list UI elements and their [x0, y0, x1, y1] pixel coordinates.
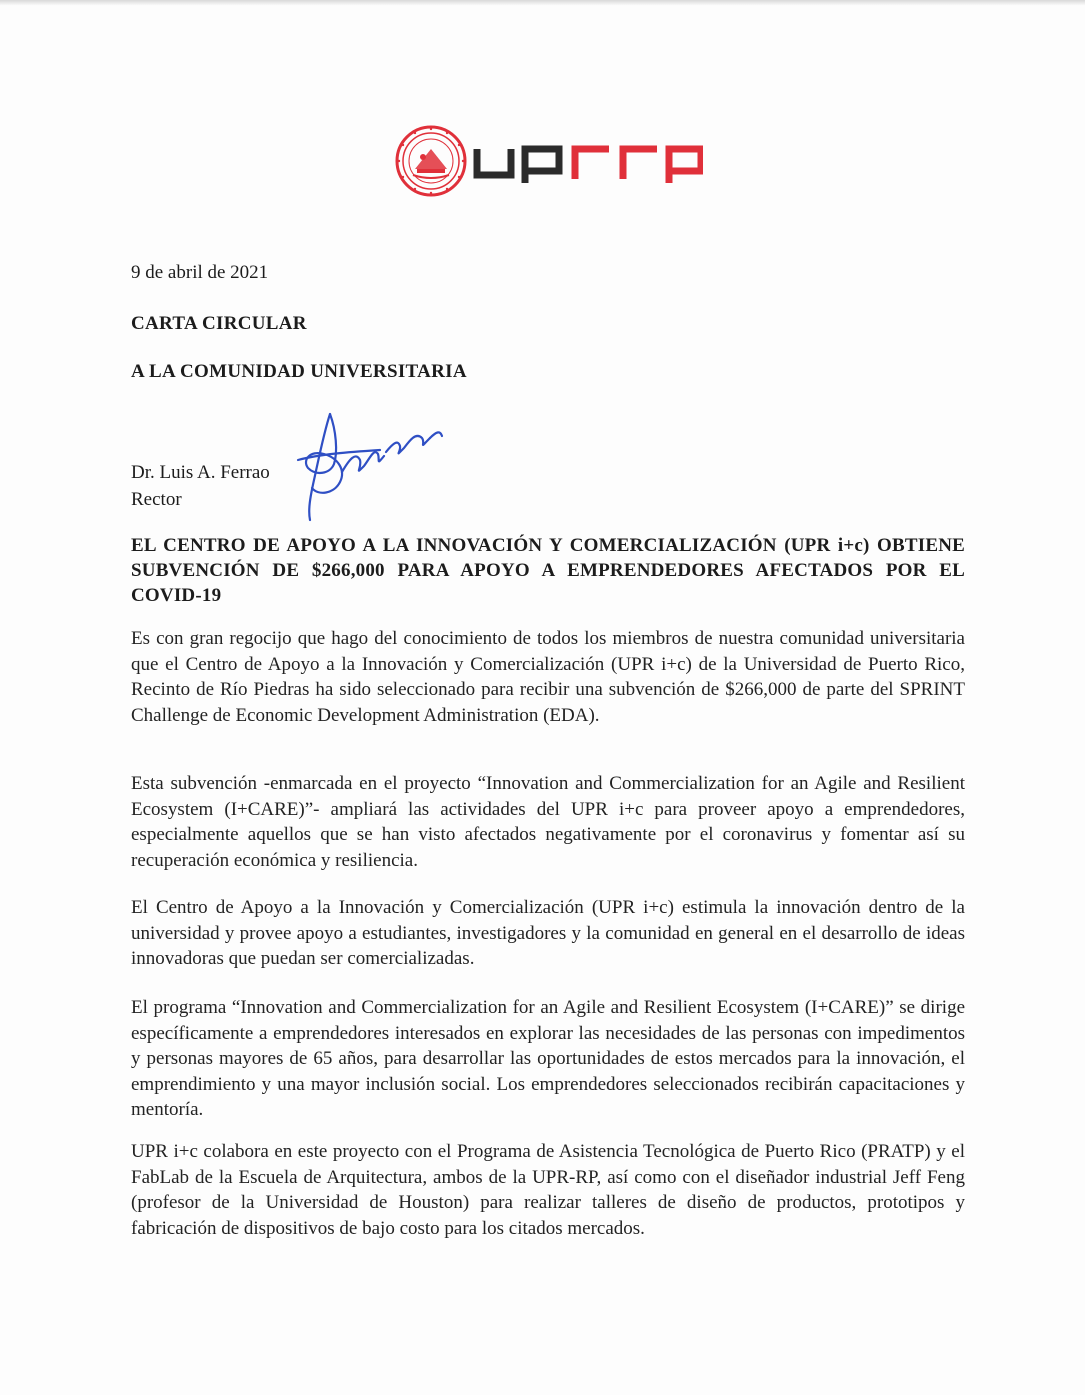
- scan-edge: [0, 0, 1085, 6]
- handwritten-signature-icon: [290, 402, 450, 524]
- body-paragraph: El programa “Innovation and Commercialization for an Agile and Resilient Ecosystem (I+CARE)” se dirige específicamente a emprendedores interesados en explorar las necesidades de las personas con impedimentos y personas mayores de 65 años, para desarrollar las oportunidades de estos mercados para la innovación, el emprendimiento y una mayor inclusión social. Los emprendedores seleccionados recibirán capacitaciones y mentoría.: [131, 997, 965, 1120]
- recipient-heading: A LA COMUNIDAD UNIVERSITARIA: [131, 361, 467, 382]
- sender-name: Dr. Luis A. Ferrao: [131, 462, 270, 483]
- letter-subject: EL CENTRO DE APOYO A LA INNOVACIÓN Y COMERCIALIZACIÓN (UPR i+c) OBTIENE SUBVENCIÓN DE $266,000 PARA APOYO A EMPRENDEDORES AFECTADOS POR EL COVID-19: [131, 535, 965, 606]
- uprrp-logo: [395, 125, 705, 200]
- body-paragraph: UPR i+c colabora en este proyecto con el Programa de Asistencia Tecnológica de Puerto Rico (PRATP) y el FabLab de la Escuela de Arquitectura, ambos de la UPR-RP, así como con el diseñador industrial Jeff Feng (profesor de la Universidad de Houston) para realizar talleres de diseño de productos, prototipos y fabricación de dispositivos de bajo costo para los citados mercados.: [131, 1141, 965, 1239]
- body-paragraph: Es con gran regocijo que hago del conocimiento de todos los miembros de nuestra comunidad universitaria que el Centro de Apoyo a la Innovación y Comercialización (UPR i+c) de la Universidad de Puerto Rico, Recinto de Río Piedras ha sido seleccionado para recibir una subvención de $266,000 de parte del SPRINT Challenge de Economic Development Administration (EDA).: [131, 628, 965, 726]
- letter-type-heading: CARTA CIRCULAR: [131, 313, 307, 334]
- sender-block: [131, 459, 270, 513]
- letter-date: 9 de abril de 2021: [131, 262, 269, 283]
- uprrp-wordmark-icon: [473, 143, 703, 183]
- university-seal-icon: [395, 125, 467, 197]
- body-paragraph: Esta subvención -enmarcada en el proyecto “Innovation and Commercialization for an Agile and Resilient Ecosystem (I+CARE)”- ampliará las actividades del UPR i+c para proveer apoyo a emprendedores, especialmente aquellos que se han visto afectados negativamente por el coronavirus y fomentar así su recuperación económica y resiliencia.: [131, 773, 965, 871]
- body-paragraph: El Centro de Apoyo a la Innovación y Comercialización (UPR i+c) estimula la innovación dentro de la universidad y provee apoyo a estudiantes, investigadores y la comunidad en general en el desarrollo de ideas innovadoras que puedan ser comercializadas.: [131, 897, 965, 969]
- sender-title: Rector: [131, 489, 182, 510]
